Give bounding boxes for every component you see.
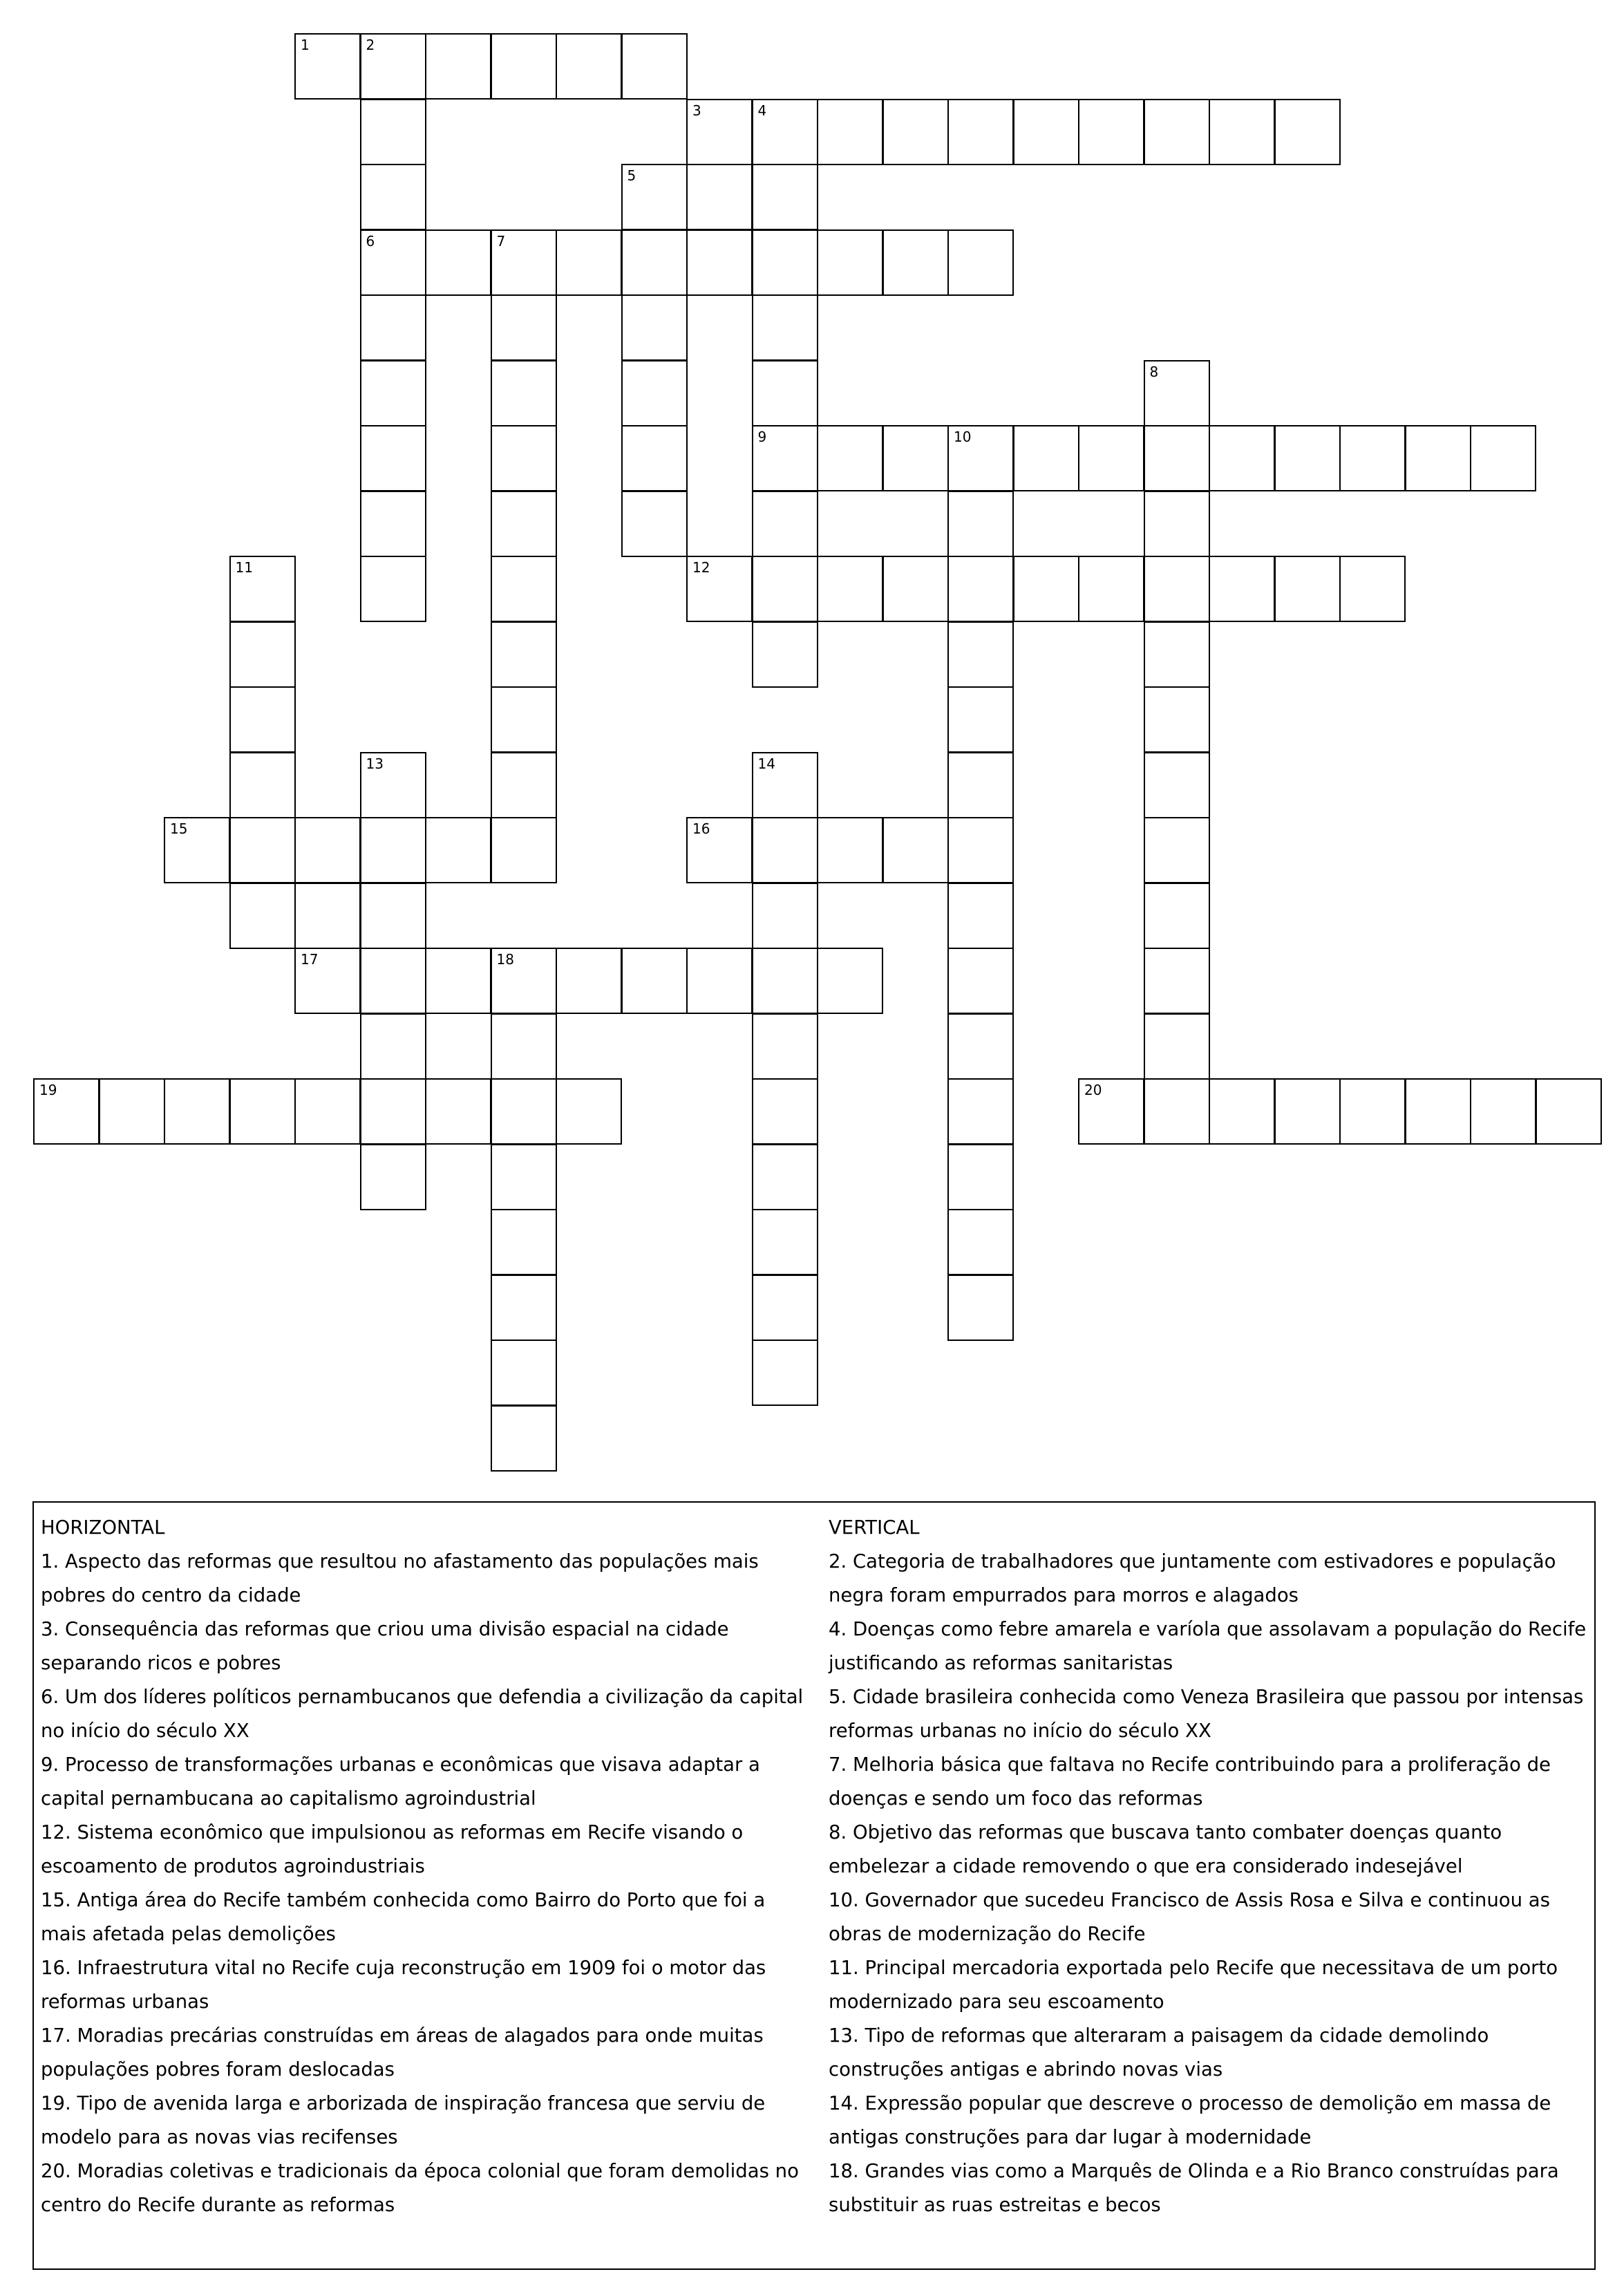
grid-cell[interactable]: [1209, 99, 1275, 165]
grid-cell-19[interactable]: [33, 1078, 100, 1145]
grid-cell[interactable]: [491, 425, 557, 491]
clue-horizontal-9: 9. Processo de transformações urbanas e econômicas que visava adaptar a capital pernambucana ao capitalismo agroindustrial: [41, 1754, 760, 1810]
clue-number: 15: [170, 820, 188, 837]
grid-cell[interactable]: [947, 556, 1014, 622]
grid-cell[interactable]: [686, 229, 753, 296]
clue-vertical-13: 13. Tipo de reformas que alteraram a paisagem da cidade demolindo construções antigas e abrindo novas vias: [829, 2024, 1489, 2080]
grid-cell[interactable]: [817, 229, 883, 296]
grid-cell[interactable]: [360, 425, 426, 491]
grid-cell[interactable]: [360, 1144, 426, 1210]
grid-cell[interactable]: [229, 1078, 296, 1145]
grid-cell[interactable]: [360, 491, 426, 557]
grid-cell[interactable]: [947, 686, 1014, 753]
grid-cell[interactable]: [360, 883, 426, 949]
grid-cell[interactable]: [752, 491, 818, 557]
grid-cell[interactable]: [360, 948, 426, 1014]
grid-cell[interactable]: [947, 229, 1014, 296]
grid-cell[interactable]: [1144, 491, 1210, 557]
horizontal-heading: HORIZONTAL: [41, 1516, 165, 1539]
grid-cell[interactable]: [425, 1078, 491, 1145]
grid-cell[interactable]: [294, 1078, 361, 1145]
grid-cell[interactable]: [947, 1275, 1014, 1341]
grid-cell[interactable]: [817, 425, 883, 491]
grid-cell[interactable]: [491, 360, 557, 426]
grid-cell[interactable]: [817, 948, 883, 1014]
grid-cell[interactable]: [294, 883, 361, 949]
grid-cell[interactable]: [491, 1340, 557, 1406]
clue-number: 13: [366, 755, 384, 772]
grid-cell[interactable]: [752, 817, 818, 883]
grid-cell[interactable]: [425, 948, 491, 1014]
grid-cell[interactable]: [1144, 686, 1210, 753]
grid-cell[interactable]: [752, 229, 818, 296]
grid-cell-2[interactable]: [360, 33, 426, 100]
clues-panel: [32, 1501, 1596, 2270]
clue-horizontal-6: 6. Um dos líderes políticos pernambucanos que defendia a civilização da capital no início do século XX: [41, 1686, 804, 1742]
grid-cell[interactable]: [360, 164, 426, 230]
clue-horizontal-1: 1. Aspecto das reformas que resultou no afastamento das populações mais pobres do centro da cidade: [41, 1550, 759, 1606]
grid-cell[interactable]: [752, 294, 818, 361]
grid-cell[interactable]: [1013, 556, 1079, 622]
grid-cell[interactable]: [621, 425, 688, 491]
clue-number: 7: [496, 232, 506, 250]
grid-cell[interactable]: [882, 817, 949, 883]
grid-cell[interactable]: [1144, 752, 1210, 818]
grid-cell[interactable]: [360, 1078, 426, 1145]
clue-horizontal-3: 3. Consequência das reformas que criou uma divisão espacial na cidade separando ricos e pobres: [41, 1618, 729, 1674]
grid-cell-17[interactable]: [294, 948, 361, 1014]
grid-cell-12[interactable]: [686, 556, 753, 622]
grid-cell[interactable]: [1144, 883, 1210, 949]
clue-number: 3: [692, 102, 701, 119]
grid-cell[interactable]: [1144, 1013, 1210, 1080]
grid-cell[interactable]: [817, 556, 883, 622]
grid-cell-8[interactable]: [1144, 360, 1210, 426]
grid-cell[interactable]: [491, 33, 557, 100]
grid-cell[interactable]: [556, 1078, 622, 1145]
grid-cell[interactable]: [947, 752, 1014, 818]
grid-cell[interactable]: [621, 294, 688, 361]
grid-cell[interactable]: [491, 1405, 557, 1472]
grid-cell[interactable]: [752, 360, 818, 426]
clue-vertical-11: 11. Principal mercadoria exportada pelo Recife que necessitava de um porto modernizado para seu escoamento: [829, 1957, 1558, 2013]
grid-cell-14[interactable]: [752, 752, 818, 818]
grid-cell[interactable]: [1144, 621, 1210, 688]
grid-cell[interactable]: [1405, 425, 1471, 491]
grid-cell[interactable]: [1078, 425, 1144, 491]
grid-cell[interactable]: [491, 621, 557, 688]
grid-cell[interactable]: [425, 33, 491, 100]
grid-cell[interactable]: [1274, 556, 1341, 622]
grid-cell[interactable]: [360, 360, 426, 426]
clue-number: 17: [301, 951, 319, 968]
grid-cell[interactable]: [1339, 425, 1406, 491]
grid-cell[interactable]: [1078, 99, 1144, 165]
grid-cell[interactable]: [947, 1144, 1014, 1210]
grid-cell[interactable]: [1274, 1078, 1341, 1145]
grid-cell[interactable]: [752, 556, 818, 622]
grid-cell[interactable]: [752, 1144, 818, 1210]
grid-cell[interactable]: [1339, 556, 1406, 622]
clue-number: 6: [366, 232, 375, 250]
grid-cell[interactable]: [1405, 1078, 1471, 1145]
grid-cell[interactable]: [1209, 425, 1275, 491]
grid-cell[interactable]: [491, 686, 557, 753]
grid-cell[interactable]: [621, 491, 688, 557]
grid-cell[interactable]: [947, 817, 1014, 883]
clue-horizontal-12: 12. Sistema econômico que impulsionou as reformas em Recife visando o escoamento de produtos agroindustriais: [41, 1821, 744, 1877]
clue-number: 16: [692, 820, 710, 837]
grid-cell[interactable]: [752, 1340, 818, 1406]
grid-cell-7[interactable]: [491, 229, 557, 296]
clue-vertical-8: 8. Objetivo das reformas que buscava tanto combater doenças quanto embelezar a cidade removendo o que era considerado indesejável: [829, 1821, 1502, 1877]
grid-cell[interactable]: [164, 1078, 230, 1145]
grid-cell-6[interactable]: [360, 229, 426, 296]
grid-cell[interactable]: [752, 1078, 818, 1145]
grid-cell[interactable]: [491, 1078, 557, 1145]
clue-vertical-2: 2. Categoria de trabalhadores que juntamente com estivadores e população negra foram empurrados para morros e alagados: [829, 1550, 1556, 1606]
grid-cell-9[interactable]: [752, 425, 818, 491]
grid-cell[interactable]: [229, 883, 296, 949]
grid-cell[interactable]: [491, 1209, 557, 1275]
grid-cell[interactable]: [947, 99, 1014, 165]
grid-cell[interactable]: [360, 294, 426, 361]
grid-cell[interactable]: [947, 948, 1014, 1014]
grid-cell-15[interactable]: [164, 817, 230, 883]
clue-number: 20: [1084, 1082, 1102, 1098]
grid-cell[interactable]: [947, 491, 1014, 557]
grid-cell[interactable]: [882, 229, 949, 296]
grid-cell-20[interactable]: [1078, 1078, 1144, 1145]
clue-horizontal-15: 15. Antiga área do Recife também conhecida como Bairro do Porto que foi a mais afetada pelas demolições: [41, 1889, 766, 1945]
grid-cell-4[interactable]: [752, 99, 818, 165]
grid-cell[interactable]: [556, 948, 622, 1014]
grid-cell-13[interactable]: [360, 752, 426, 818]
grid-cell[interactable]: [360, 817, 426, 883]
clue-vertical-10: 10. Governador que sucedeu Francisco de Assis Rosa e Silva e continuou as obras de modernização do Recife: [829, 1889, 1550, 1945]
clue-number: 18: [496, 951, 514, 968]
vertical-heading: VERTICAL: [829, 1516, 920, 1539]
clue-number: 19: [39, 1082, 57, 1098]
grid-cell[interactable]: [882, 425, 949, 491]
grid-cell[interactable]: [752, 1013, 818, 1080]
grid-cell-16[interactable]: [686, 817, 753, 883]
grid-cell-18[interactable]: [491, 948, 557, 1014]
grid-cell[interactable]: [1470, 425, 1536, 491]
grid-cell[interactable]: [99, 1078, 165, 1145]
clue-horizontal-17: 17. Moradias precárias construídas em áreas de alagados para onde muitas populações pobres foram deslocadas: [41, 2024, 764, 2080]
grid-cell[interactable]: [817, 99, 883, 165]
grid-cell[interactable]: [425, 817, 491, 883]
clue-horizontal-20: 20. Moradias coletivas e tradicionais da época colonial que foram demolidas no centro do Recife durante as reformas: [41, 2160, 799, 2216]
grid-cell[interactable]: [1209, 556, 1275, 622]
clue-horizontal-16: 16. Infraestrutura vital no Recife cuja reconstrução em 1909 foi o motor das reformas urbanas: [41, 1957, 766, 2013]
grid-cell[interactable]: [882, 99, 949, 165]
grid-cell[interactable]: [947, 883, 1014, 949]
grid-cell[interactable]: [947, 1078, 1014, 1145]
grid-cell-10[interactable]: [947, 425, 1014, 491]
grid-cell[interactable]: [752, 1209, 818, 1275]
clue-vertical-18: 18. Grandes vias como a Marquês de Olinda e a Rio Branco construídas para substituir as ruas estreitas e becos: [829, 2160, 1559, 2216]
grid-cell[interactable]: [686, 948, 753, 1014]
grid-cell[interactable]: [1144, 1078, 1210, 1145]
grid-cell[interactable]: [1274, 425, 1341, 491]
grid-cell[interactable]: [229, 621, 296, 688]
grid-cell[interactable]: [491, 491, 557, 557]
grid-cell[interactable]: [360, 1013, 426, 1080]
grid-cell[interactable]: [621, 948, 688, 1014]
clue-number: 2: [366, 37, 375, 53]
clue-number: 11: [235, 559, 253, 576]
grid-cell[interactable]: [752, 621, 818, 688]
clue-number: 9: [757, 429, 767, 445]
grid-cell[interactable]: [1274, 99, 1341, 165]
grid-cell[interactable]: [491, 294, 557, 361]
grid-cell[interactable]: [882, 556, 949, 622]
grid-cell-5[interactable]: [621, 164, 688, 230]
grid-cell[interactable]: [360, 99, 426, 165]
grid-cell-11[interactable]: [229, 556, 296, 622]
grid-cell[interactable]: [1339, 1078, 1406, 1145]
grid-cell[interactable]: [491, 1275, 557, 1341]
grid-cell[interactable]: [491, 752, 557, 818]
grid-cell[interactable]: [817, 817, 883, 883]
clue-number: 4: [757, 102, 767, 119]
grid-cell[interactable]: [1209, 1078, 1275, 1145]
clue-horizontal-19: 19. Tipo de avenida larga e arborizada de inspiração francesa que serviu de modelo para as novas vias recifenses: [41, 2092, 766, 2148]
clue-number: 10: [954, 429, 972, 445]
grid-cell[interactable]: [1144, 948, 1210, 1014]
grid-cell[interactable]: [1144, 425, 1210, 491]
clue-vertical-14: 14. Expressão popular que descreve o processo de demolição em massa de antigas construções para dar lugar à modernidade: [829, 2092, 1551, 2148]
grid-cell[interactable]: [1013, 99, 1079, 165]
grid-cell[interactable]: [229, 752, 296, 818]
clue-number: 12: [692, 559, 710, 576]
grid-cell[interactable]: [1144, 817, 1210, 883]
horizontal-clues: [41, 1511, 808, 2222]
grid-cell[interactable]: [1144, 99, 1210, 165]
grid-cell[interactable]: [947, 1209, 1014, 1275]
grid-cell[interactable]: [1144, 556, 1210, 622]
grid-cell[interactable]: [686, 164, 753, 230]
grid-cell[interactable]: [1536, 1078, 1602, 1145]
grid-cell-1[interactable]: [294, 33, 361, 100]
grid-cell[interactable]: [621, 33, 688, 100]
grid-cell[interactable]: [621, 229, 688, 296]
grid-cell[interactable]: [491, 1013, 557, 1080]
clue-number: 5: [627, 167, 636, 184]
grid-cell[interactable]: [294, 817, 361, 883]
grid-cell[interactable]: [229, 817, 296, 883]
grid-cell-3[interactable]: [686, 99, 753, 165]
grid-cell[interactable]: [491, 556, 557, 622]
grid-cell[interactable]: [621, 360, 688, 426]
grid-cell[interactable]: [556, 33, 622, 100]
grid-cell[interactable]: [491, 1144, 557, 1210]
grid-cell[interactable]: [752, 1275, 818, 1341]
clue-vertical-4: 4. Doenças como febre amarela e varíola que assolavam a população do Recife justificando as reformas sanitaristas: [829, 1618, 1587, 1674]
grid-cell[interactable]: [752, 883, 818, 949]
clue-number: 14: [757, 755, 775, 772]
grid-cell[interactable]: [556, 229, 622, 296]
clue-number: 1: [301, 37, 310, 53]
grid-cell[interactable]: [491, 817, 557, 883]
vertical-clues: [829, 1511, 1592, 2222]
grid-cell[interactable]: [752, 948, 818, 1014]
grid-cell[interactable]: [1470, 1078, 1536, 1145]
grid-cell[interactable]: [1078, 556, 1144, 622]
grid-cell[interactable]: [229, 686, 296, 753]
clue-number: 8: [1149, 363, 1159, 380]
clue-vertical-5: 5. Cidade brasileira conhecida como Veneza Brasileira que passou por intensas reformas urbanas no início do século XX: [829, 1686, 1584, 1742]
grid-cell[interactable]: [752, 164, 818, 230]
grid-cell[interactable]: [425, 229, 491, 296]
grid-cell[interactable]: [360, 556, 426, 622]
grid-cell[interactable]: [1013, 425, 1079, 491]
grid-cell[interactable]: [947, 621, 1014, 688]
grid-cell[interactable]: [947, 1013, 1014, 1080]
clue-vertical-7: 7. Melhoria básica que faltava no Recife contribuindo para a proliferação de doenças e sendo um foco das reformas: [829, 1754, 1551, 1810]
